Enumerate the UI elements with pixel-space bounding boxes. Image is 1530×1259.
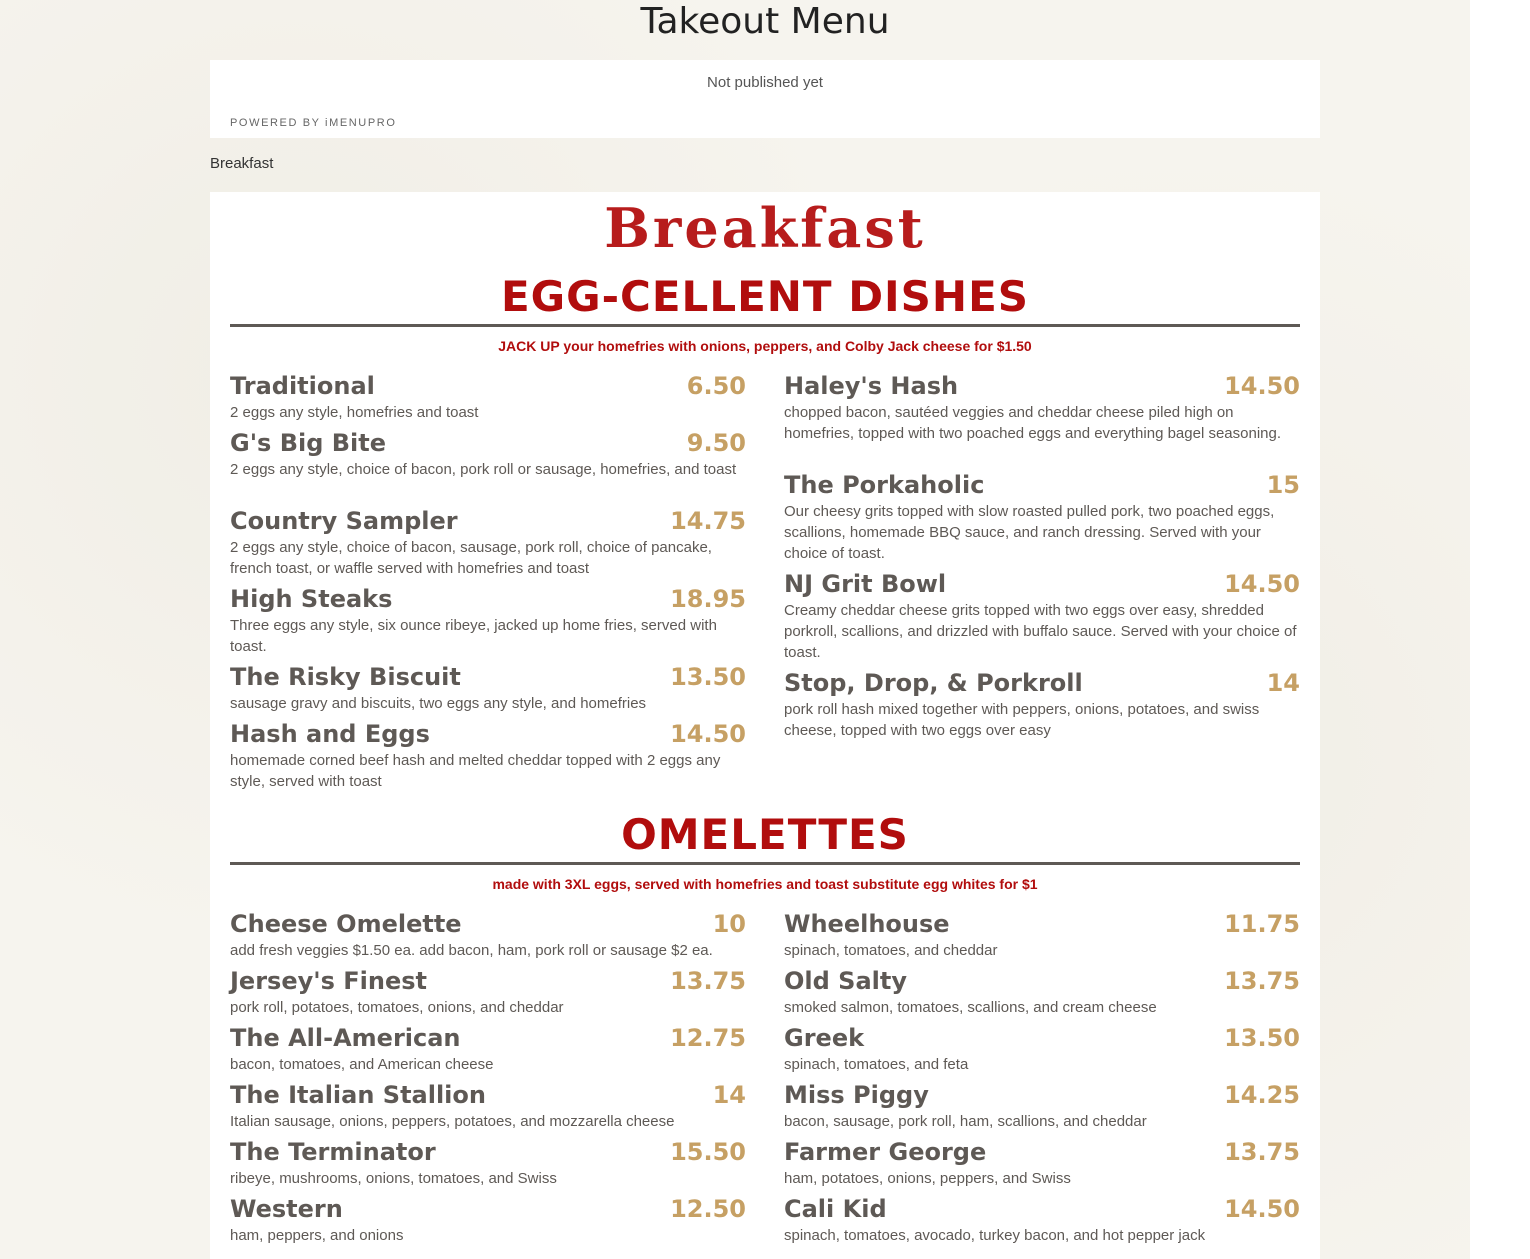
item-description: spinach, tomatoes, avocado, turkey bacon, and hot pepper jack — [784, 1227, 1206, 1244]
publish-status: Not published yet — [707, 74, 823, 91]
menu-title: Breakfast — [604, 196, 926, 260]
item-description: Creamy cheddar cheese grits topped with two eggs over easy, shredded porkroll, scallions, and drizzled with buffalo sauce. Served with your choice of toast. — [784, 602, 1297, 661]
item-description: smoked salmon, tomatoes, scallions, and cream cheese — [784, 999, 1157, 1016]
item-name: Traditional — [230, 372, 375, 400]
item-description: bacon, sausage, pork roll, ham, scallions, and cheddar — [784, 1113, 1147, 1130]
item-name: Haley's Hash — [784, 372, 959, 400]
item-price: 13.75 — [670, 967, 746, 995]
menu-item — [784, 910, 1300, 961]
item-price: 10 — [712, 910, 746, 938]
item-description: homemade corned beef hash and melted cheddar topped with 2 eggs any style, served with toast — [230, 752, 721, 790]
menu-item — [784, 1024, 1300, 1075]
item-name: Wheelhouse — [784, 910, 950, 938]
status-box — [210, 60, 1320, 138]
item-description: spinach, tomatoes, and feta — [784, 1056, 969, 1073]
item-price: 9.50 — [686, 429, 746, 457]
item-price: 12.75 — [670, 1024, 746, 1052]
item-price: 13.75 — [1224, 967, 1300, 995]
section-title: OMELETTES — [621, 810, 909, 859]
item-description: add fresh veggies $1.50 ea. add bacon, ham, pork roll or sausage $2 ea. — [230, 942, 713, 959]
item-name: The Italian Stallion — [230, 1081, 486, 1109]
menu-item — [784, 570, 1300, 663]
menu-item — [230, 663, 746, 714]
item-name: G's Big Bite — [230, 429, 387, 457]
item-price: 14 — [1266, 669, 1300, 697]
menu-item — [230, 1081, 746, 1132]
menu-item — [784, 1081, 1300, 1132]
section-note: JACK UP your homefries with onions, peppers, and Colby Jack cheese for $1.50 — [498, 338, 1032, 354]
item-price: 18.95 — [670, 585, 746, 613]
menu-item — [230, 507, 746, 579]
item-description: Our cheesy grits topped with slow roasted pulled pork, two poached eggs, scallions, homemade BBQ sauce, and ranch dressing. Served with your choice of toast. — [784, 503, 1275, 562]
section-title: EGG-CELLENT DISHES — [500, 272, 1030, 321]
tab-breakfast[interactable]: Breakfast — [210, 155, 274, 172]
item-price: 13.50 — [1224, 1024, 1300, 1052]
menu-item — [230, 720, 746, 792]
item-name: The Risky Biscuit — [230, 663, 461, 691]
menu-item — [230, 910, 746, 961]
menu-item — [784, 967, 1300, 1018]
item-name: Miss Piggy — [784, 1081, 929, 1109]
menu-item — [230, 585, 746, 657]
menu-item — [230, 1024, 746, 1075]
menu-item — [230, 1195, 746, 1246]
item-description: ham, peppers, and onions — [230, 1227, 404, 1244]
item-price: 14.25 — [1224, 1081, 1300, 1109]
item-description: ham, potatoes, onions, peppers, and Swiss — [784, 1170, 1071, 1187]
item-name: Cali Kid — [784, 1195, 887, 1223]
item-name: Stop, Drop, & Porkroll — [784, 669, 1083, 697]
section-divider — [230, 862, 1300, 865]
item-description: pork roll hash mixed together with peppers, onions, potatoes, and swiss cheese, topped with two eggs over easy — [784, 701, 1260, 739]
menu-item — [784, 1138, 1300, 1189]
item-price: 15 — [1266, 471, 1300, 499]
menu-item — [784, 1195, 1300, 1246]
item-price: 12.50 — [670, 1195, 746, 1223]
item-price: 14.50 — [1224, 372, 1300, 400]
item-description: 2 eggs any style, choice of bacon, sausage, pork roll, choice of pancake, french toast, or waffle served with homefries and toast — [230, 539, 712, 577]
menu-item — [230, 967, 746, 1018]
powered-by-link[interactable]: POWERED BY iMENUPRO — [230, 117, 397, 129]
item-description: pork roll, potatoes, tomatoes, onions, and cheddar — [230, 999, 564, 1016]
menu-panel — [210, 192, 1320, 1259]
item-name: High Steaks — [230, 585, 393, 613]
item-name: Farmer George — [784, 1138, 987, 1166]
item-description: 2 eggs any style, homefries and toast — [230, 404, 479, 421]
item-price: 13.50 — [670, 663, 746, 691]
section-divider — [230, 324, 1300, 327]
menu-item — [784, 669, 1300, 741]
page-title: Takeout Menu — [640, 1, 890, 42]
item-price: 14.50 — [1224, 570, 1300, 598]
item-price: 14.50 — [1224, 1195, 1300, 1223]
item-name: Country Sampler — [230, 507, 458, 535]
item-name: Jersey's Finest — [230, 967, 427, 995]
item-name: Western — [230, 1195, 343, 1223]
item-price: 11.75 — [1224, 910, 1300, 938]
right-margin — [1470, 0, 1530, 1259]
item-description: bacon, tomatoes, and American cheese — [230, 1056, 494, 1073]
menu-item — [230, 1138, 746, 1189]
menu-item — [230, 429, 746, 480]
menu-item — [784, 471, 1300, 564]
item-price: 14 — [712, 1081, 746, 1109]
item-price: 15.50 — [670, 1138, 746, 1166]
item-description: Italian sausage, onions, peppers, potatoes, and mozzarella cheese — [230, 1113, 675, 1130]
item-name: Cheese Omelette — [230, 910, 462, 938]
item-price: 6.50 — [686, 372, 746, 400]
item-name: NJ Grit Bowl — [784, 570, 947, 598]
item-description: spinach, tomatoes, and cheddar — [784, 942, 998, 959]
item-name: The Porkaholic — [784, 471, 985, 499]
item-name: Greek — [784, 1024, 865, 1052]
item-name: Old Salty — [784, 967, 907, 995]
menu-item — [784, 372, 1300, 444]
item-description: Three eggs any style, six ounce ribeye, jacked up home fries, served with toast. — [230, 617, 717, 655]
item-description: sausage gravy and biscuits, two eggs any style, and homefries — [230, 695, 647, 712]
item-description: chopped bacon, sautéed veggies and cheddar cheese piled high on homefries, topped with two poached eggs and everything bagel seasoning. — [784, 404, 1281, 442]
item-name: The Terminator — [230, 1138, 436, 1166]
item-description: 2 eggs any style, choice of bacon, pork roll or sausage, homefries, and toast — [230, 461, 737, 478]
item-price: 14.50 — [670, 720, 746, 748]
item-price: 14.75 — [670, 507, 746, 535]
item-name: The All-American — [230, 1024, 461, 1052]
item-description: ribeye, mushrooms, onions, tomatoes, and Swiss — [230, 1170, 557, 1187]
item-price: 13.75 — [1224, 1138, 1300, 1166]
section-note: made with 3XL eggs, served with homefries and toast substitute egg whites for $1 — [492, 876, 1038, 892]
menu-item — [230, 372, 746, 423]
item-name: Hash and Eggs — [230, 720, 430, 748]
